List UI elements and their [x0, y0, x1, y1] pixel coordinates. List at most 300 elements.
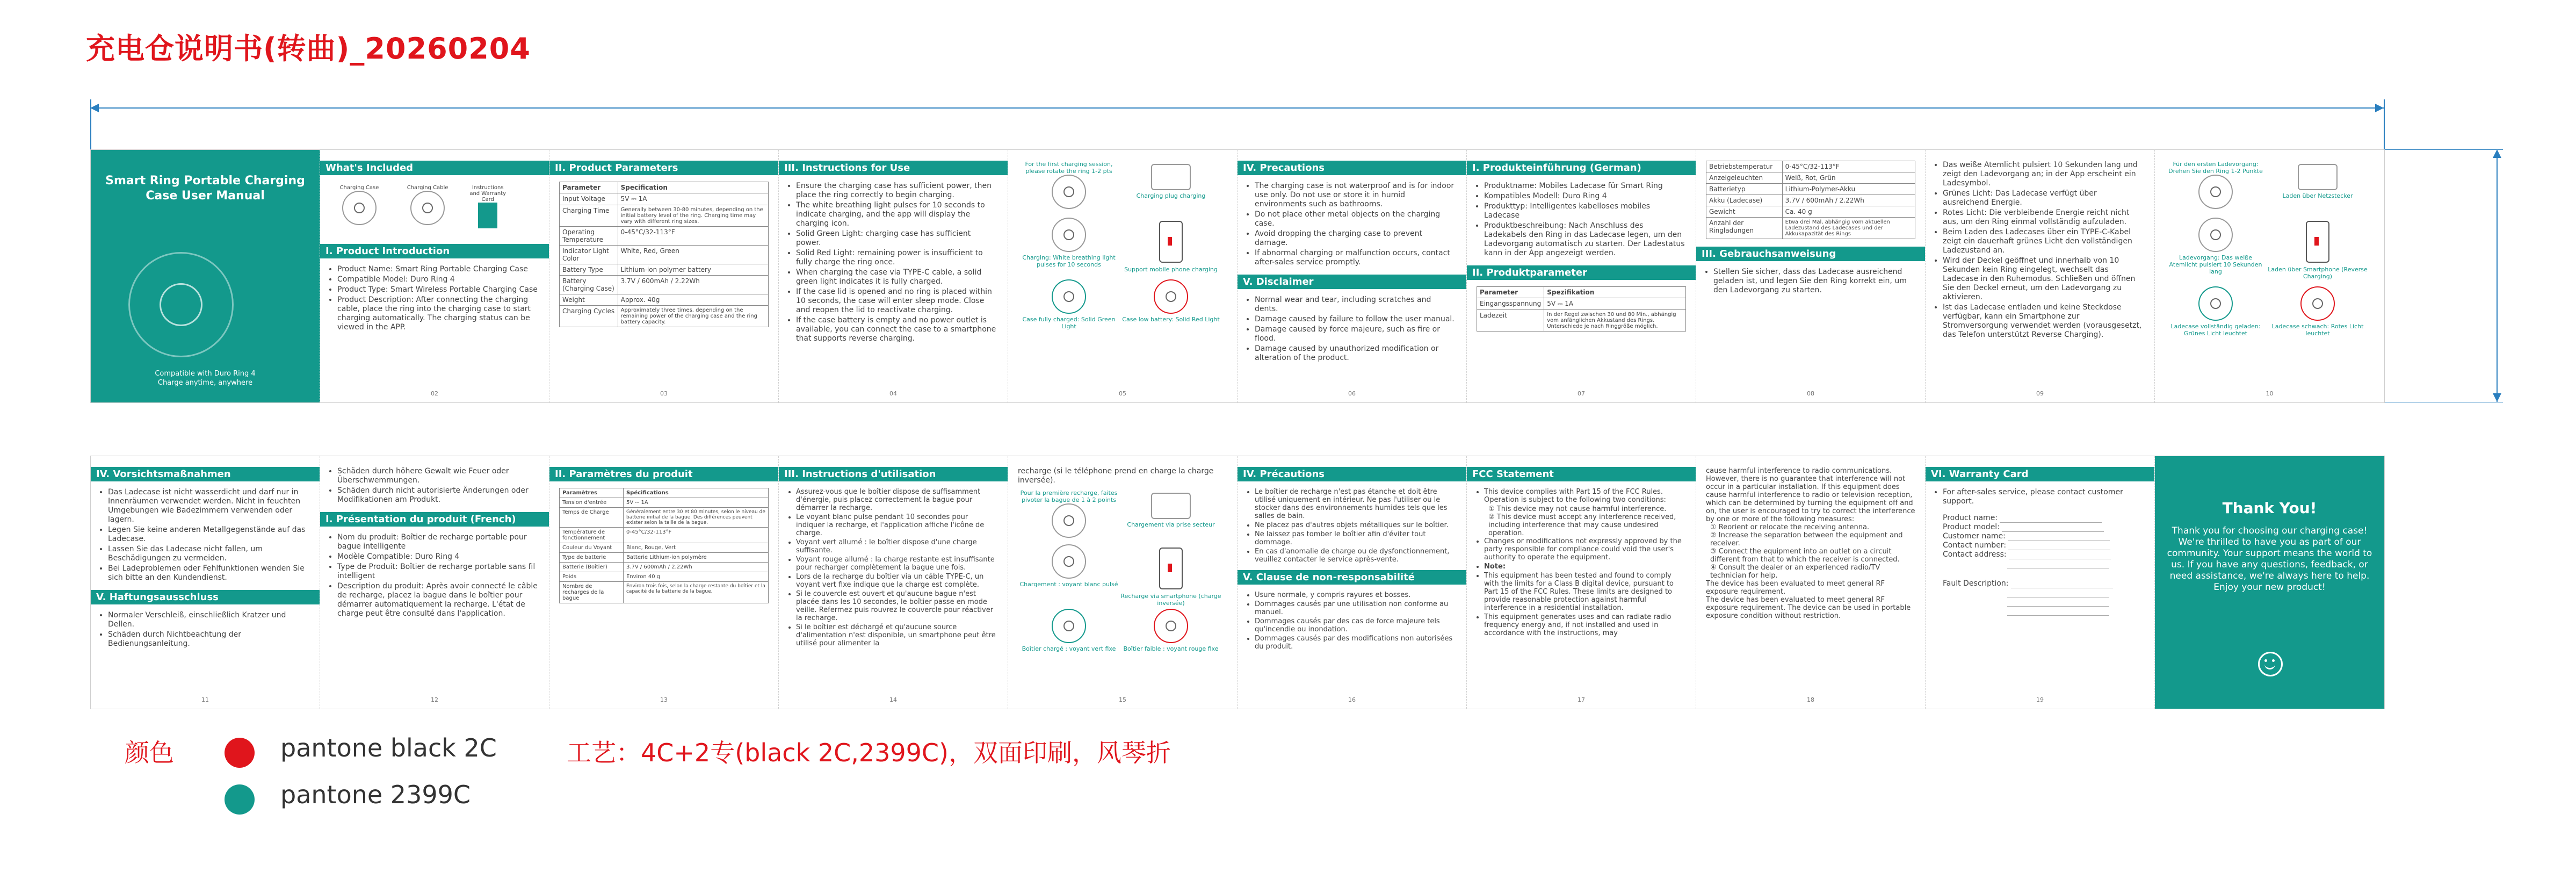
page-number: 18: [1807, 696, 1814, 703]
text-item: Contact number:: [1943, 541, 2007, 550]
text-item: • Kompatibles Modell: Duro Ring 4: [1484, 192, 1686, 201]
page-number: 14: [889, 696, 897, 703]
params-heading: II. Product Parameters: [549, 161, 778, 175]
text-item: • Product Type: Smart Wireless Portable Charging Case: [337, 285, 539, 294]
warranty-card-item: [466, 185, 509, 228]
thank-you-title: Thank You!: [2222, 499, 2317, 517]
text-item: Environ 40 g: [623, 572, 768, 582]
text-item: Anzeigeleuchten: [1706, 172, 1783, 184]
text-item: • If abnormal charging or malfunction occurs, contact after-sales service promptly.: [1255, 249, 1457, 267]
text-item: Product name:: [1943, 514, 1998, 522]
text-item: • Grünes Licht: Das Ladecase verfügt über ausreichend Energie.: [1943, 189, 2145, 207]
text-item: Couleur du Voyant: [560, 543, 624, 553]
page-number: 06: [1348, 390, 1356, 397]
text-item: • Nom du produit: Boîtier de recharge portable pour bague intelligente: [337, 533, 539, 551]
fr-illus-red: [1120, 609, 1222, 652]
text-item: Operating Temperature: [560, 227, 618, 246]
text-item: • Damage caused by force majeure, such as fire or flood.: [1255, 325, 1457, 343]
page-number: 07: [1578, 390, 1585, 397]
fr-clause-list: [1247, 591, 1457, 651]
text-item: Chargement : voyant blanc pulsé: [1019, 581, 1118, 588]
instructions-heading: III. Instructions for Use: [779, 161, 1008, 175]
de-liability-list-cont: [330, 467, 539, 505]
text-item: • Avoid dropping the charging case to prevent damage.: [1255, 229, 1457, 248]
text-item: • Changes or modifications not expressly approved by the party responsible for compliance could void the user's authority to operate the equipment.: [1484, 537, 1686, 561]
page-number: 19: [2036, 696, 2044, 703]
text-item: Parameter: [1477, 287, 1544, 298]
text-item: • The charging case is not waterproof and is for indoor use only. Do not use or store it in humid environments such as bathrooms.: [1255, 182, 1457, 209]
text-item: • Type de Produit: Boîtier de recharge portable sans fil intelligent: [337, 563, 539, 581]
field-contact-number[interactable]: [1943, 541, 2145, 550]
text-item: • Normaler Verschleiß, einschließlich Kratzer und Dellen.: [108, 611, 310, 629]
text-item: • Do not place other metal objects on the charging case.: [1255, 210, 1457, 228]
text-item: 3.7V / 600mAh / 2.22Wh: [623, 563, 768, 572]
dimension-tick-left: [90, 99, 91, 150]
whats-included-heading: What's Included: [320, 161, 549, 175]
fr-instructions-heading: III. Instructions d'utilisation: [779, 467, 1008, 481]
precautions-heading: IV. Precautions: [1238, 161, 1466, 175]
text-item: • Solid Red Light: remaining power is insufficient to fully charge the ring once.: [796, 249, 998, 267]
panel-18: [1696, 456, 1926, 709]
page-number: 12: [431, 696, 438, 703]
text-item: Laden über Netzstecker: [2282, 192, 2353, 199]
german-illustrations-grid: [2165, 161, 2375, 337]
text-item: Case low battery: Solid Red Light: [1122, 316, 1220, 323]
german-intro-list: [1477, 182, 1686, 258]
german-use-heading: III. Gebrauchsanweisung: [1696, 247, 1925, 261]
text-item: Température de fonctionnement: [560, 528, 624, 543]
swatch-label-teal: pantone 2399C: [280, 780, 471, 809]
fr-instructions-list: [788, 488, 998, 647]
text-item: Eingangsspannung: [1477, 298, 1544, 310]
fr-illus-plug: [1120, 489, 1222, 540]
panel-12: [320, 456, 549, 709]
green-light-icon: [2198, 286, 2233, 321]
text-item: Spécifications: [623, 488, 768, 498]
page-number: 03: [660, 390, 668, 397]
smiley-icon: [2258, 652, 2283, 676]
text-item: Ca. 40 g: [1782, 206, 1915, 218]
page-number: 04: [889, 390, 897, 397]
text-item: 0-45°C/32-113°F: [623, 528, 768, 543]
field-customer-name[interactable]: [1943, 532, 2145, 541]
white-light-icon: [2198, 218, 2233, 252]
page-number: 17: [1578, 696, 1585, 703]
text-item: Boîtier chargé : voyant vert fixe: [1022, 645, 1116, 652]
text-item: • Damage caused by failure to follow the user manual.: [1255, 315, 1457, 324]
cover-panel: [91, 150, 320, 402]
german-params-heading: II. Produktparameter: [1467, 265, 1696, 280]
text-item: Poids: [560, 572, 624, 582]
dimension-tick-right: [2384, 99, 2385, 150]
text-item: • Dommages causés par une utilisation non conforme au manuel.: [1255, 600, 1457, 616]
text-item: Generally between 30-80 minutes, depending on the initial battery level of the ring. Charging time may vary with different ring sizes.: [618, 205, 768, 227]
text-item: 5V ⎓ 1A: [618, 193, 768, 205]
text-item: Lithium-Polymer-Akku: [1782, 184, 1915, 195]
color-label: 颜色: [125, 738, 174, 767]
charging-cable-icon: [410, 191, 445, 225]
text-item: • Wird der Deckel geöffnet und innerhalb von 10 Sekunden kein Ring eingelegt, wechselt das Ladecase in den Ruhemodus. Schließen und öffnen Sie den Deckel erneut, um den Ladevorgang zu aktivieren.: [1943, 256, 2145, 302]
text-item: Environ trois fois, selon la charge restante du boîtier et la capacité de la batterie de la bague.: [623, 582, 768, 603]
warranty-fields: [1935, 514, 2145, 616]
charging-cable-item: [398, 185, 457, 228]
german-params-table-cont: [1706, 161, 1915, 239]
white-light-icon: [1052, 218, 1086, 252]
field-product-name[interactable]: [1943, 514, 2145, 523]
fr-instructions-cont: recharge (si le téléphone prend en charge la charge inversée).: [1018, 467, 1214, 485]
text-item: Weiß, Rot, Grün: [1782, 172, 1915, 184]
text-item: Lithium-ion polymer battery: [618, 264, 768, 276]
fr-intro-heading: I. Présentation du produit (French): [320, 512, 549, 527]
text-item: Contact address:: [1943, 550, 2007, 559]
field-fault-description[interactable]: [1943, 579, 2145, 588]
red-light-icon: [2300, 286, 2335, 321]
de-precautions-list: [100, 488, 310, 582]
swatch-label-black: pantone black 2C: [280, 733, 497, 762]
text-item: • Produktname: Mobiles Ladecase für Smart Ring: [1484, 182, 1686, 191]
text-item: • Assurez-vous que le boîtier dispose de suffisamment d'énergie, puis placez correctement la bague pour démarrer la recharge.: [796, 488, 998, 512]
text-item: Batterietyp: [1706, 184, 1783, 195]
ring-icon: [1052, 503, 1086, 538]
text-item: Recharge via smartphone (charge inversée): [1120, 593, 1221, 607]
panel-14: [779, 456, 1008, 709]
text-item: ② This device must accept any interference received, including interference that may cause undesired operation.: [1488, 513, 1676, 537]
text-item: • The white breathing light pulses for 10 seconds to indicate charging, and the app will display the charging icon.: [796, 201, 998, 228]
height-tick-top: [2385, 149, 2503, 150]
text-item: • Voyant vert allumé : le boîtier dispose d'une charge suffisante.: [796, 538, 998, 554]
thank-you-panel: [2155, 456, 2384, 709]
case-icon: [1151, 493, 1191, 519]
text-item: Charging Cable: [407, 185, 448, 191]
panel-11: [91, 456, 320, 709]
text-item: In der Regel zwischen 30 und 80 Min., abhängig vom anfänglichen Akkustand des Rings. Unterschiede je nach Ringgröße möglich.: [1544, 310, 1686, 332]
fr-clause-heading: V. Clause de non-responsabilité: [1238, 570, 1466, 585]
process-note: 工艺：4C+2专(black 2C,2399C)，双面印刷，风琴折: [567, 738, 1171, 767]
params-table: [559, 182, 769, 327]
text-item: Temps de Charge: [560, 508, 624, 528]
text-item: • Das weiße Atemlicht pulsiert 10 Sekunden lang und zeigt den Ladevorgang an; in der App erscheint ein Ladesymbol.: [1943, 161, 2145, 188]
page-number: 09: [2036, 390, 2044, 397]
text-item: Betriebstemperatur: [1706, 161, 1783, 172]
de-precautions-heading: IV. Vorsichtsmaßnahmen: [91, 467, 320, 481]
panel-04: [779, 150, 1008, 402]
text-item: • Dommages causés par des modifications non autorisées du produit.: [1255, 635, 1457, 651]
panel-13: [549, 456, 779, 709]
text-item: • Product Description: After connecting the charging cable, place the ring into the charging case to start charging automatically. The charging status can be viewed in the APP.: [337, 296, 539, 332]
panel-03: [549, 150, 779, 402]
illus-phone: [1120, 218, 1222, 273]
phone-icon: [2306, 221, 2329, 263]
text-item: ④ Consult the dealer or an experienced radio/TV technician for help.: [1710, 564, 1880, 580]
text-item: • Lors de la recharge du boîtier via un câble TYPE-C, un voyant vert fixe indique que la charge est complète.: [796, 573, 998, 589]
text-item: Batterie Lithium-ion polymère: [623, 553, 768, 563]
green-light-icon: [1052, 609, 1086, 643]
de-liability-list: [100, 611, 310, 649]
text-item: Instructions and Warranty Card: [469, 185, 506, 203]
text-item: • If the case battery is empty and no power outlet is available, you can connect the case to a smartphone that supports reverse charging.: [796, 316, 998, 343]
text-item: Type de batterie: [560, 553, 624, 563]
panel-08: [1696, 150, 1926, 402]
text-item: Chargement via prise secteur: [1127, 521, 1215, 528]
panel-15: [1008, 456, 1238, 709]
text-item: ① Reorient or relocate the receiving antenna.: [1710, 523, 1870, 531]
text-item: 3.7V / 600mAh / 2.22Wh: [618, 276, 768, 294]
de-illus-phone: [2267, 218, 2369, 280]
case-icon: [2298, 164, 2338, 190]
illus-rotate: [1018, 161, 1120, 211]
text-item: Customer name:: [1943, 532, 2006, 541]
panel-05: [1008, 150, 1238, 402]
german-use-list-cont: [1935, 161, 2145, 340]
cover-title: Smart Ring Portable Charging Case User Manual: [105, 174, 305, 203]
text-item: Battery Type: [560, 264, 618, 276]
fr-illus-green: [1018, 609, 1120, 652]
text-item: • Description du produit: Après avoir connecté le câble de recharge, placez la bague dans le boîtier pour démarrer automatiquement la recharge. L'état de charge peut être consulté dans l'application.: [337, 582, 539, 618]
fr-illus-rotate: [1018, 489, 1120, 540]
text-item: 3.7V / 600mAh / 2.22Wh: [1782, 195, 1915, 206]
warranty-intro: [1935, 488, 2145, 506]
text-item: • Produkttyp: Intelligentes kabelloses mobiles Ladecase: [1484, 202, 1686, 220]
text-item: Ladecase vollständig geladen: Grünes Licht leuchtet: [2170, 323, 2261, 337]
page-number: 13: [660, 696, 668, 703]
text-item: • Beim Laden des Ladecases über ein TYPE-C-Kabel zeigt ein dauerhaft grünes Licht den vollständigen Ladezustand an.: [1943, 228, 2145, 255]
text-item: Anzahl der Ringladungen: [1706, 218, 1783, 239]
text-item: • Modèle Compatible: Duro Ring 4: [337, 552, 539, 561]
fr-intro-list: [330, 533, 539, 618]
text-item: • Usure normale, y compris rayures et bosses.: [1255, 591, 1457, 599]
illus-red: [1120, 279, 1222, 330]
text-item: White, Red, Green: [618, 246, 768, 264]
text-item: • Compatible Model: Duro Ring 4: [337, 275, 539, 284]
text-item: • Schäden durch nicht autorisierte Änderungen oder Modifikationen am Produkt.: [337, 486, 539, 505]
text-item: Charging Time: [560, 205, 618, 227]
text-item: 5V ⎓ 1A: [1544, 298, 1686, 310]
page-number: 11: [201, 696, 209, 703]
text-item: Input Voltage: [560, 193, 618, 205]
de-liability-heading: V. Haftungsausschluss: [91, 590, 320, 604]
back-sheet: [90, 456, 2385, 709]
text-item: • Ne laissez pas tomber le boîtier afin d'éviter tout dommage.: [1255, 530, 1457, 546]
page-number: 05: [1119, 390, 1126, 397]
text-item: Battery (Charging Case): [560, 276, 618, 294]
text-item: Product model:: [1943, 523, 2000, 531]
text-item: For the first charging session, please rotate the ring 1-2 pts: [1025, 161, 1113, 175]
text-item: Nombre de recharges de la bague: [560, 582, 624, 603]
text-item: • Stellen Sie sicher, dass das Ladecase ausreichend geladen ist, und legen Sie den Ring korrekt ein, um den Ladevorgang zu starten.: [1713, 268, 1915, 295]
cover-footer: [91, 369, 320, 387]
illus-green: [1018, 279, 1120, 330]
german-intro-heading: I. Produkteinführung (German): [1467, 161, 1696, 175]
panel-10: [2155, 150, 2384, 402]
warranty-heading: VI. Warranty Card: [1926, 467, 2154, 481]
cover-compat: Compatible with Duro Ring 4: [155, 370, 256, 378]
teal-swatch: [225, 784, 255, 815]
text-item: Spezifikation: [1544, 287, 1686, 298]
page-number: 10: [2266, 390, 2274, 397]
text-item: Parameter: [560, 182, 618, 193]
fr-params-table: [559, 488, 769, 603]
text-item: • Bei Ladeproblemen oder Fehlfunktionen wenden Sie sich bitte an den Kundendienst.: [108, 564, 310, 582]
text-item: • If the case lid is opened and no ring is placed within 10 seconds, the case will enter sleep mode. Close and reopen the lid to reactivate charging.: [796, 287, 998, 315]
ring-case-illustration: [128, 252, 234, 357]
text-item: • Si le couvercle est ouvert et qu'aucune bague n'est placée dans les 10 secondes, le boîtier passe en mode veille. Refermez puis rouvrez le couvercle pour réactiver la recharge.: [796, 590, 998, 622]
ring-icon: [2198, 175, 2233, 209]
text-item: • Ensure the charging case has sufficient power, then place the ring correctly to begin charging.: [796, 182, 998, 200]
text-item: ③ Connect the equipment into an outlet on a circuit different from that to which the receiver is connected.: [1710, 548, 1900, 564]
card-icon: [478, 203, 497, 228]
german-params-table: [1477, 286, 1686, 332]
intro-heading: I. Product Introduction: [320, 244, 549, 258]
text-item: • Ist das Ladecase entladen und keine Steckdose verfügbar, kann ein Smartphone zur Stromversorgung verwendet werden (vorausgesetzt, das Telefon unterstützt Reverse Charging).: [1943, 303, 2145, 340]
text-item: Ladecase schwach: Rotes Licht leuchtet: [2271, 323, 2364, 337]
included-items: [330, 182, 539, 228]
text-item: Tension d'entrée: [560, 498, 624, 508]
illus-white-light: [1018, 218, 1120, 273]
black-swatch: [225, 738, 255, 768]
disclaimer-list: [1247, 296, 1457, 363]
page-number: 02: [431, 390, 438, 397]
thank-you-body: Thank you for choosing our charging case! We're thrilled to have you as part of our community. Your support means the world to us. If you have any questions, feedback, or need assistance, we're always here to help. Enjoy your new product!: [2167, 525, 2372, 593]
text-item: • Si le boîtier est déchargé et qu'aucune source d'alimentation n'est disponible, un smartphone peut être utilisé pour alimenter la: [796, 623, 998, 647]
page-number: 16: [1348, 696, 1356, 703]
disclaimer-heading: V. Disclaimer: [1238, 275, 1466, 289]
page-number: 08: [1807, 390, 1814, 397]
ring-icon: [1052, 175, 1086, 209]
panel-06: [1238, 150, 1467, 402]
text-item: • Legen Sie keine anderen Metallgegenstände auf das Ladecase.: [108, 525, 310, 544]
text-item: Charging Cycles: [560, 306, 618, 327]
de-illus-white: [2165, 218, 2267, 280]
text-item: Boîtier faible : voyant rouge fixe: [1123, 645, 1219, 652]
text-item: Paramètres: [560, 488, 624, 498]
fcc-body: [1477, 488, 1686, 637]
phone-icon: [1159, 221, 1183, 263]
panel-19: [1926, 456, 2155, 709]
text-item: • En cas d'anomalie de charge ou de dysfonctionnement, veuillez contacter le service après-vente.: [1255, 548, 1457, 564]
text-item: Weight: [560, 294, 618, 306]
text-item: • Schäden durch höhere Gewalt wie Feuer oder Überschwemmungen.: [337, 467, 539, 485]
text-item: Blanc, Rouge, Vert: [623, 543, 768, 553]
fcc-heading: FCC Statement: [1467, 467, 1696, 481]
panel-17: [1467, 456, 1696, 709]
text-item: • Rotes Licht: Die verbleibende Energie reicht nicht aus, um den Ring einmal vollständig aufzuladen.: [1943, 208, 2145, 227]
text-item: Für den ersten Ladevorgang: Drehen Sie den Ring 1-2 Punkte: [2168, 161, 2263, 175]
text-item: Approx. 40g: [618, 294, 768, 306]
text-item: • For after-sales service, please contact customer support.: [1943, 488, 2145, 506]
text-item: Charging: White breathing light pulses for 10 seconds: [1022, 254, 1116, 268]
document-title: 充电仓说明书(转曲)_20260204: [86, 32, 531, 66]
illustrations-grid: [1018, 161, 1227, 330]
instructions-list: [788, 182, 998, 343]
text-item: • Le voyant blanc pulse pendant 10 secondes pour indiquer la recharge, et l'application affiche l'icône de charge.: [796, 513, 998, 537]
text-item: • Produktbeschreibung: Nach Anschluss des Ladekabels den Ring in das Ladecase legen, um den Ladevorgang automatisch zu starten. Der Ladestatus kann in der App angezeigt werden.: [1484, 221, 1686, 258]
text-item: ② Increase the separation between the equipment and receiver.: [1710, 531, 1903, 548]
field-product-model[interactable]: [1943, 523, 2145, 532]
text-item: cause harmful interference to radio communications. However, there is no guarantee that interference will not occur in a particular installation. If this equipment does cause harmful interference to radio or television reception, which can be determined by turning the equipment off and on, the user is encouraged to try to correct the interference by one or more of the following measures:: [1706, 467, 1915, 523]
text-item: Fault Description:: [1943, 579, 2009, 588]
text-item: • Voyant rouge allumé : la charge restante est insuffisante pour recharger complètement la bague une fois.: [796, 556, 998, 572]
case-icon: [1151, 164, 1191, 190]
field-contact-address[interactable]: [1943, 550, 2145, 559]
text-item: Pour la première recharge, faites pivoter la bague de 1 à 2 points: [1020, 489, 1118, 503]
text-item: • Das Ladecase ist nicht wasserdicht und darf nur in Innenräumen verwendet werden. Nicht in feuchten Umgebungen wie Badezimmern verwenden oder lagern.: [108, 488, 310, 524]
german-use-list: [1706, 268, 1915, 295]
fr-illustrations-grid: [1018, 489, 1227, 652]
fr-illus-white: [1018, 544, 1120, 607]
text-item: Charging Case: [339, 185, 379, 191]
phone-icon: [1159, 548, 1183, 589]
text-item: Laden über Smartphone (Reverse Charging): [2268, 266, 2368, 280]
height-dimension-line: [2497, 149, 2498, 402]
red-light-icon: [1154, 279, 1188, 314]
text-item: Généralement entre 30 et 80 minutes, selon le niveau de batterie initial de la bague. Des différences peuvent exister selon la taille de la bague.: [623, 508, 768, 528]
de-illus-rotate: [2165, 161, 2267, 211]
text-item: ① This device may not cause harmful interference.: [1488, 505, 1667, 513]
panel-02: [320, 150, 549, 402]
text-item: • Lassen Sie das Ladecase nicht fallen, um Beschädigungen zu vermeiden.: [108, 545, 310, 563]
text-item: • Note:: [1484, 563, 1686, 571]
de-illus-red: [2267, 286, 2369, 337]
text-item: Indicator Light Color: [560, 246, 618, 264]
fr-precautions-heading: IV. Précautions: [1238, 467, 1466, 481]
intro-list: [330, 265, 539, 332]
text-item: Charging plug charging: [1136, 192, 1206, 199]
panel-09: [1926, 150, 2155, 402]
de-illus-green: [2165, 286, 2267, 337]
text-item: 5V ⎓ 1A: [623, 498, 768, 508]
text-item: Gewicht: [1706, 206, 1783, 218]
panel-16: [1238, 456, 1467, 709]
text-item: • Solid Green Light: charging case has sufficient power.: [796, 229, 998, 248]
text-item: Ladevorgang: Das weiße Atemlicht pulsiert 10 Sekunden lang: [2169, 254, 2262, 275]
charging-case-item: [330, 185, 389, 228]
text-item: Case fully charged: Solid Green Light: [1022, 316, 1116, 330]
fr-params-heading: II. Paramètres du produit: [549, 467, 778, 481]
fr-illus-phone: [1120, 544, 1222, 607]
page-number: 15: [1119, 696, 1126, 703]
text-item: Batterie (Boîtier): [560, 563, 624, 572]
text-item: • Ne placez pas d'autres objets métalliques sur le boîtier.: [1255, 521, 1457, 529]
text-item: Support mobile phone charging: [1124, 266, 1218, 273]
text-item: Etwa drei Mal, abhängig vom aktuellen Ladezustand des Ladecases und der Akkukapazität des Rings: [1782, 218, 1915, 239]
text-item: 0-45°C/32-113°F: [618, 227, 768, 246]
charging-case-icon: [342, 191, 377, 225]
text-item: The device has been evaluated to meet general RF exposure requirement.: [1706, 580, 1885, 596]
fr-precautions-list: [1247, 488, 1457, 564]
text-item: • This equipment generates uses and can radiate radio frequency energy and, if not installed and used in accordance with the instructions, may: [1484, 613, 1686, 637]
text-item: • Schäden durch Nichtbeachtung der Bedienungsanleitung.: [108, 630, 310, 649]
illus-plug: [1120, 161, 1222, 211]
text-item: • Damage caused by unauthorized modification or alteration of the product.: [1255, 344, 1457, 363]
red-light-icon: [1154, 609, 1188, 643]
text-item: Specification: [618, 182, 768, 193]
text-item: • This device complies with Part 15 of the FCC Rules. Operation is subject to the following two conditions:: [1484, 488, 1686, 504]
front-sheet: [90, 149, 2385, 403]
text-item: • Normal wear and tear, including scratches and dents.: [1255, 296, 1457, 314]
text-item: Akku (Ladecase): [1706, 195, 1783, 206]
text-item: • Dommages causés par des cas de force majeure tels qu'incendie ou inondation.: [1255, 617, 1457, 633]
panel-07: [1467, 150, 1696, 402]
cover-tagline: Charge anytime, anywhere: [157, 379, 253, 387]
white-light-icon: [1052, 544, 1086, 579]
text-item: • This equipment has been tested and found to comply with the limits for a Class B digital device, pursuant to Part 15 of the FCC Rules. These limits are designed to provide reasonable protection against harmful interference in a residential installation.: [1484, 572, 1686, 612]
width-dimension-line: [90, 107, 2384, 109]
text-item: • Le boîtier de recharge n'est pas étanche et doit être utilisé uniquement en intérieur. Ne pas l'utiliser ou le stocker dans des environnements humides tels que les salles de bain.: [1255, 488, 1457, 520]
text-item: Approximately three times, depending on the remaining power of the charging case and the ring battery capacity.: [618, 306, 768, 327]
green-light-icon: [1052, 279, 1086, 314]
fcc-body-cont: [1706, 467, 1915, 620]
text-item: • When charging the case via TYPE-C cable, a solid green light indicates it is fully charged.: [796, 268, 998, 286]
